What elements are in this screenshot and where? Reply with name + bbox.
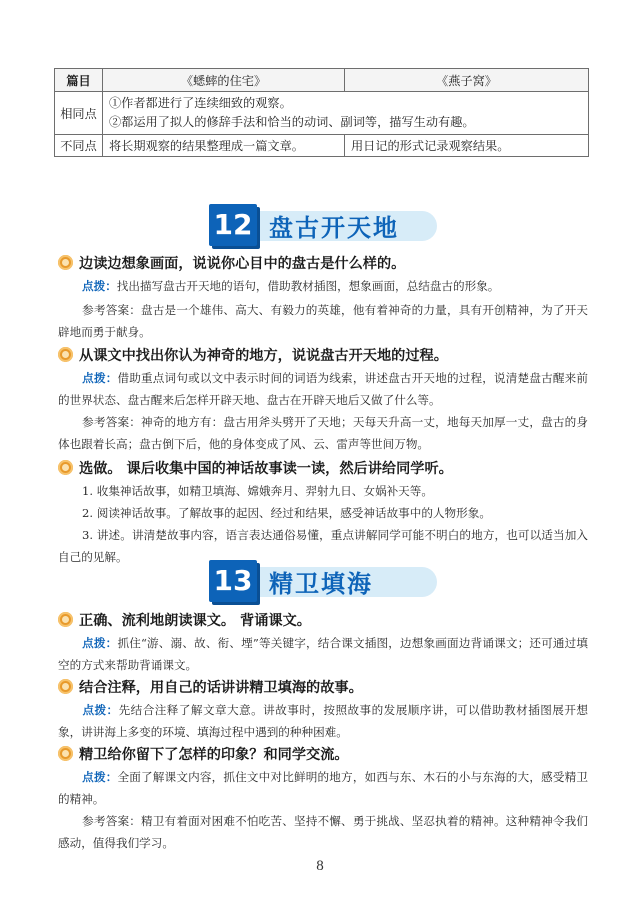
question-bullet-icon [58, 255, 73, 270]
paragraph-text: 盘古是一个雄伟、高大、有毅力的英雄，他有着神奇的力量，具有开创精神，为了开天辟地而勇于献身。 [58, 303, 588, 339]
question-heading [58, 610, 311, 630]
paragraph-text: 1. 收集神话故事，如精卫填海、嫦娥奔月、羿射九日、女娲补天等。 [82, 484, 433, 498]
paragraph [58, 632, 588, 676]
paragraph-label: 点拨： [82, 279, 117, 293]
paragraph [58, 502, 588, 524]
table-row-label: 不同点 [55, 135, 103, 157]
question-bullet-icon [58, 746, 73, 761]
paragraph-text: 3. 讲述。讲清楚故事内容，语言表达通俗易懂，重点讲解同学可能不明白的地方，也可以适当加入自己的见解。 [58, 528, 588, 564]
question-text: 结合注释，用自己的话讲讲精卫填海的故事。 [79, 680, 363, 696]
paragraph-text: 先结合注释了解文章大意。讲故事时，按照故事的发展顺序讲，可以借助教材插图展开想象，讲讲海上多变的环境、填海过程中遇到的种种困难。 [58, 703, 588, 739]
table-row-label: 相同点 [55, 92, 103, 135]
question-heading [58, 744, 349, 764]
question-bullet-icon [58, 612, 73, 627]
question-bullet-icon [58, 347, 73, 362]
lesson-title: 盘古开天地 [269, 214, 399, 242]
paragraph [58, 275, 588, 297]
paragraph-label: 点拨： [82, 371, 118, 385]
table-row [55, 92, 589, 135]
paragraph-label: 点拨： [82, 703, 119, 717]
lesson-header [209, 560, 437, 602]
question-heading [58, 677, 363, 697]
question-text: 精卫给你留下了怎样的印象？和同学交流。 [79, 747, 349, 763]
paragraph-text: 找出描写盘古开天地的语句，借助教材插图，想象画面，总结盘古的形象。 [116, 279, 500, 293]
lesson-title: 精卫填海 [269, 570, 373, 598]
paragraph [58, 699, 588, 743]
table-cell: 用日记的形式记录观察结果。 [345, 135, 589, 157]
table-cell: 将长期观察的结果整理成一篇文章。 [103, 135, 345, 157]
paragraph-text: 抓住“游、溺、故、衔、堙”等关键字，结合课文插图，边想象画面边背诵课文；还可通过填空的方式来帮助背诵课文。 [58, 636, 588, 672]
question-heading [58, 345, 448, 365]
paragraph [58, 299, 588, 343]
paragraph-label: 点拨： [82, 770, 118, 784]
question-bullet-icon [58, 460, 73, 475]
table-cell-line: ②都运用了拟人的修辞手法和恰当的动词、副词等，描写生动有趣。 [109, 115, 475, 129]
paragraph-text: 精卫有着面对困难不怕吃苦、坚持不懈、勇于挑战、坚忍执着的精神。这种精神令我们感动，值得我们学习。 [58, 814, 588, 850]
lesson-number-badge: 13 [209, 560, 257, 602]
question-bullet-icon [58, 679, 73, 694]
lesson-number-badge: 12 [209, 204, 257, 246]
paragraph-text: 全面了解课文内容，抓住文中对比鲜明的地方，如西与东、木石的小与东海的大，感受精卫的精神。 [58, 770, 588, 806]
paragraph-label: 点拨： [82, 636, 118, 650]
paragraph [58, 766, 588, 810]
paragraph-text: 神奇的地方有：盘古用斧头劈开了天地；天每天升高一丈，地每天加厚一丈，盘古的身体也跟着长高；盘古倒下后，他的身体变成了风、云、雷声等世间万物。 [58, 415, 588, 451]
paragraph-label: 参考答案： [82, 415, 142, 429]
paragraph-text: 2. 阅读神话故事。了解故事的起因、经过和结果，感受神话故事中的人物形象。 [82, 506, 491, 520]
question-heading [58, 253, 405, 273]
paragraph-label: 参考答案： [82, 303, 142, 317]
table-header-cell: 《燕子窝》 [345, 69, 589, 92]
table-header-row [55, 69, 589, 92]
lesson-header [209, 204, 437, 246]
question-heading [58, 458, 453, 478]
question-text: 正确、流利地朗读课文。 背诵课文。 [79, 613, 311, 629]
paragraph [58, 480, 588, 502]
table-cell-same [103, 92, 589, 135]
table-cell-line: ①作者都进行了连续细致的观察。 [109, 96, 292, 110]
table-header-cell: 篇目 [55, 69, 103, 92]
paragraph [58, 810, 588, 854]
page-number: 8 [316, 858, 324, 874]
question-text: 选做。 课后收集中国的神话故事读一读，然后讲给同学听。 [79, 461, 453, 477]
table-row [55, 135, 589, 157]
table-header-cell: 《蟋蟀的住宅》 [103, 69, 345, 92]
comparison-table [54, 68, 589, 157]
paragraph [58, 367, 588, 411]
question-text: 从课文中找出你认为神奇的地方，说说盘古开天地的过程。 [79, 348, 448, 364]
question-text: 边读边想象画面，说说你心目中的盘古是什么样的。 [79, 256, 406, 272]
paragraph-text: 借助重点词句或以文中表示时间的词语为线索，讲述盘古开天地的过程，说清楚盘古醒来前的世界状态、盘古醒来后怎样开辟天地、盘古在开辟天地后又做了什么等。 [58, 371, 588, 407]
paragraph-label: 参考答案： [82, 814, 142, 828]
paragraph [58, 411, 588, 455]
